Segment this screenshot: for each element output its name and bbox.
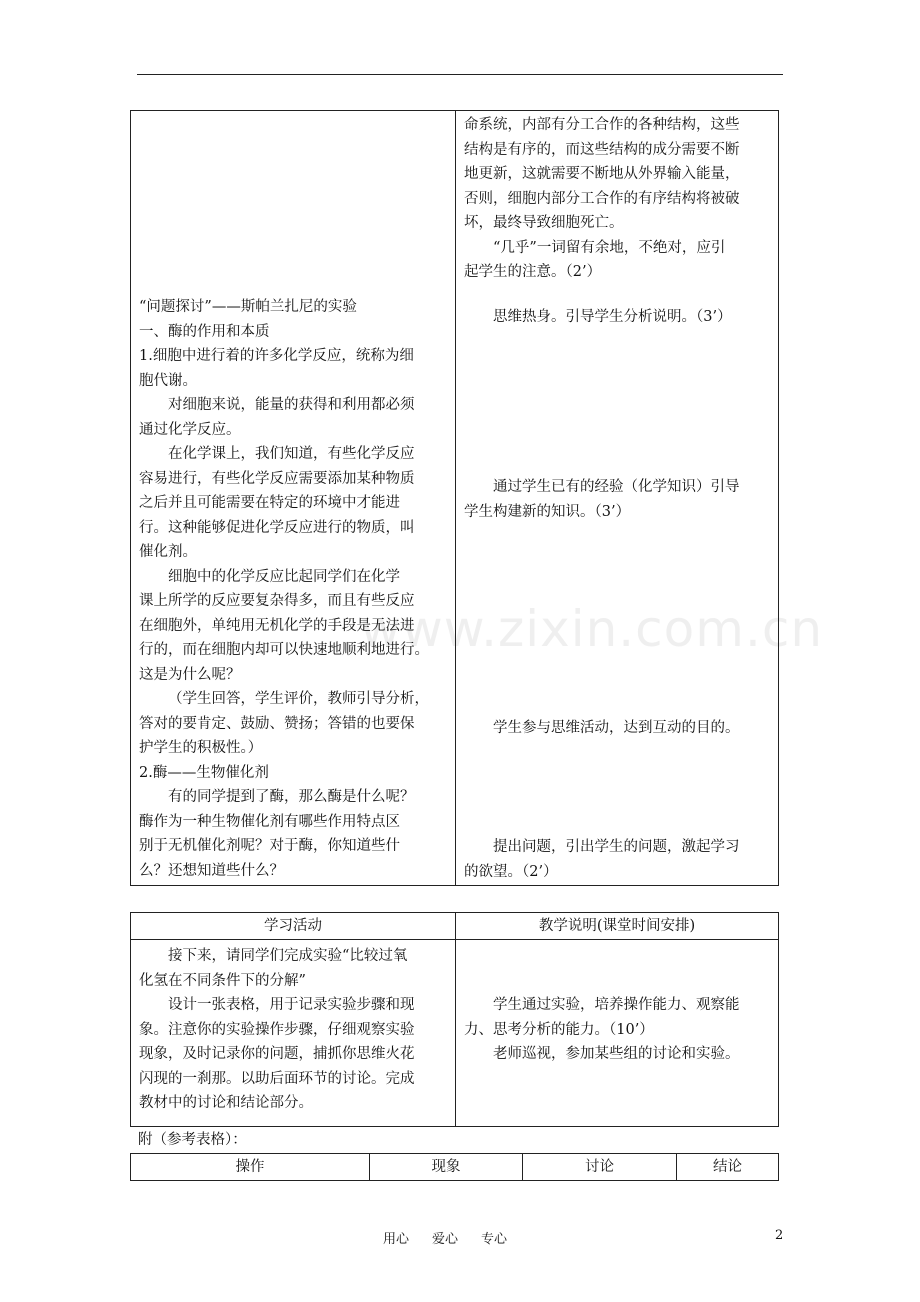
section-heading: 一、酶的作用和本质	[139, 323, 270, 340]
left-line: 酶作为一种生物催化剂有哪些作用特点区	[139, 813, 400, 830]
left-line: 闪现的一刹那。以助后面环节的讨论。完成	[139, 1070, 415, 1087]
section-heading: 2.酶——生物催化剂	[139, 764, 269, 781]
right-line: 否则，细胞内部分工合作的有序结构将被破	[464, 190, 740, 207]
experience-note: 通过学生已有的经验（化学知识）引导	[493, 479, 740, 495]
left-line: 行的，而在细胞内却可以快速地顺利地进行。	[139, 642, 429, 658]
right-line: 地更新，这就需要不断地从外界输入能量，	[464, 166, 740, 182]
question-note: 的欲望。（2’）	[464, 863, 558, 880]
question-note: 提出问题，引出学生的问题，激起学习	[493, 839, 740, 855]
left-line: 在化学课上，我们知道，有些化学反应	[168, 446, 415, 462]
left-line: 化氢在不同条件下的分解”	[139, 972, 306, 989]
column-divider	[455, 111, 456, 885]
left-line: 象。注意你的实验操作步骤，仔细观察实验	[139, 1021, 415, 1038]
left-line: 通过化学反应。	[139, 421, 241, 438]
header-phenomenon: 现象	[431, 1159, 461, 1175]
table2-right-column	[464, 993, 778, 1126]
left-line: 在细胞外，单纯用无机化学的手段是无法进	[139, 617, 415, 634]
right-line: 命系统，内部有分工合作的各种结构，这些	[464, 117, 740, 133]
reference-table	[130, 1153, 779, 1181]
left-line: 这是为什么呢？	[139, 666, 241, 683]
page-number: 2	[775, 1228, 784, 1243]
left-line: 接下来，请同学们完成实验“比较过氧	[168, 948, 408, 964]
table2-left-column	[139, 944, 453, 1126]
right-line: 学生通过实验，培养操作能力、观察能	[493, 997, 740, 1013]
left-line: 容易进行，有些化学反应需要添加某种物质	[139, 470, 415, 487]
left-line: （学生回答，学生评价，教师引导分析，	[168, 691, 429, 707]
footer-motto-2: 爱心	[432, 1232, 459, 1247]
header-discussion: 讨论	[585, 1159, 614, 1175]
left-line: 有的同学提到了酶，那么酶是什么呢？	[168, 789, 415, 805]
left-line: 答对的要肯定、鼓励、赞扬；答错的也要保	[139, 715, 415, 732]
left-line: “问题探讨”——斯帕兰扎尼的实验	[139, 299, 357, 315]
left-line: 行。这种能够促进化学反应进行的物质，叫	[139, 519, 415, 536]
right-line: “几乎”一词留有余地，不绝对，应引	[493, 239, 726, 256]
footer-motto-1: 用心	[383, 1232, 410, 1247]
left-line: 细胞中的化学反应比起同学们在化学	[168, 568, 400, 585]
header-conclusion: 结论	[713, 1159, 742, 1175]
right-line: 力、思考分析的能力。（10’）	[464, 1021, 654, 1038]
left-line: 别于无机催化剂呢？对于酶，你知道些什	[139, 838, 400, 854]
left-line: 设计一张表格，用于记录实验步骤和现	[168, 997, 415, 1013]
right-line: 起学生的注意。（2’）	[464, 264, 602, 280]
lesson-table-2	[130, 912, 779, 1127]
footer-motto-3: 专心	[481, 1232, 508, 1247]
warmup-note: 思维热身。引导学生分析说明。（3’）	[493, 309, 732, 325]
table1-left-column	[139, 111, 453, 885]
right-line: 坏，最终导致细胞死亡。	[464, 215, 624, 231]
left-line: 现象，及时记录你的问题，捕抓你思维火花	[139, 1046, 415, 1062]
header-teaching-notes: 教学说明(课堂时间安排)	[538, 918, 696, 934]
left-line: 胞代谢。	[139, 372, 197, 389]
left-line: 教材中的讨论和结论部分。	[139, 1095, 313, 1111]
watermark: www.zixin.com.cn	[360, 600, 824, 658]
lesson-table-1	[130, 110, 779, 886]
left-line: 么？还想知道些什么？	[139, 862, 284, 879]
right-line: 结构是有序的，而这些结构的成分需要不断	[464, 141, 740, 158]
left-line: 之后并且可能需要在特定的环境中才能进	[139, 495, 400, 511]
left-line: 护学生的积极性。）	[139, 740, 263, 756]
right-line: 老师巡视，参加某些组的讨论和实验。	[493, 1046, 740, 1062]
left-line: 催化剂。	[139, 544, 197, 560]
header-learning-activity: 学习活动	[264, 918, 322, 934]
left-line: 课上所学的反应要复杂得多，而且有些反应	[139, 593, 415, 609]
table1-right-column	[464, 111, 778, 885]
header-divider	[131, 939, 778, 940]
experience-note: 学生构建新的知识。（3’）	[464, 503, 631, 520]
appendix-label: 附（参考表格）：	[138, 1132, 247, 1148]
header-rule	[137, 74, 783, 75]
header-operation: 操作	[235, 1159, 265, 1175]
left-line: 对细胞来说，能量的获得和利用都必须	[168, 397, 415, 413]
participate-note: 学生参与思维活动，达到互动的目的。	[493, 720, 740, 736]
left-line: 1.细胞中进行着的许多化学反应，统称为细	[139, 348, 414, 364]
column-divider	[455, 913, 456, 1126]
